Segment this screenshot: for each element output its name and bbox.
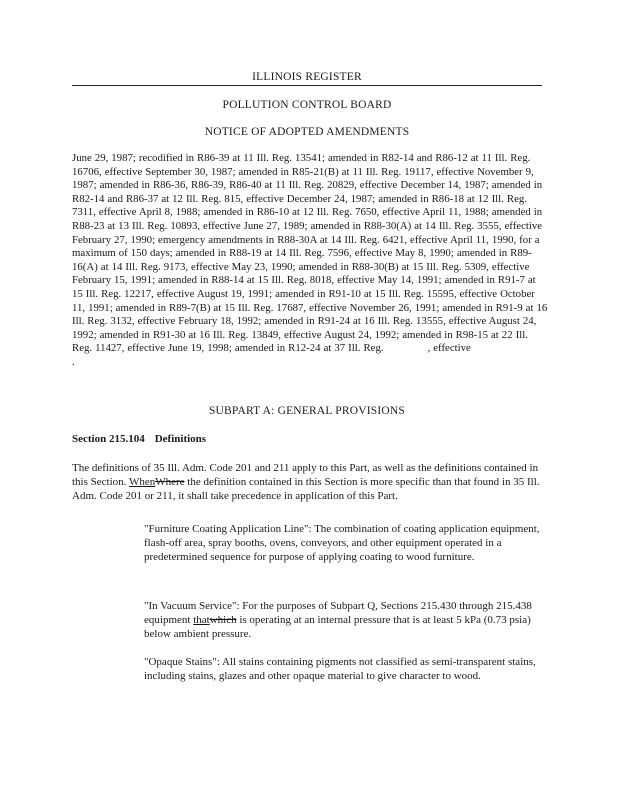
inserted-text: When (128, 475, 156, 488)
definition-text-after: is operating at an internal pressure that is at least 5 kPa (0.73 psia) below ambient pressure. (144, 613, 531, 640)
section-number: Section 215.104 (72, 433, 145, 445)
definition-furniture-coating-line (144, 523, 544, 564)
intro-part1: The definitions of 35 Ill. Adm. Code 201 and 211 apply to this Part, as well as the definitions contained in this Section. (72, 462, 539, 488)
deleted-text: which (209, 613, 237, 626)
definition-text-before: "In Vacuum Service": For the purposes of Subpart Q, Sections 215.430 through 215.438 equipment (144, 600, 532, 626)
definition-text: "Furniture Coating Application Line": The combination of coating application equipment, flash-off area, spray booths, ovens, conveyors, and other equipment operated in a predetermined sequence for purpose of applying coating to wood furniture. (144, 523, 540, 563)
subpart-heading: SUBPART A: GENERAL PROVISIONS (208, 405, 406, 417)
notice-title: NOTICE OF ADOPTED AMENDMENTS (204, 126, 410, 138)
board-name: POLLUTION CONTROL BOARD (222, 99, 392, 111)
deleted-text: Where (155, 475, 185, 488)
amendment-history (72, 152, 548, 370)
history-end: . (72, 355, 75, 368)
definition-opaque-stains (144, 656, 544, 684)
history-text: June 29, 1987; recodified in R86-39 at 11 Ill. Reg. 13541; amended in R82-14 and R86-12 at 11 Ill. Reg. 16706, effective September 30, 1987; amended in R85-21(B) at 11 Ill. Reg. 19117, effective November 9, 1987; amended in R86-36, R86-39, R86-40 at 11 Ill. Reg. 20829, effective December 14, 1987; amended in R82-14 and R86-37 at 12 Ill. Reg. 815, effective December 24, 1987; amended in R86-18 at 12 Ill. Reg. 7311, effective April 8, 1988; amended in R86-10 at 12 Ill. Reg. 7650, effective April 11, 1988; amended in R88-23 at 13 Ill. Reg. 10893, effective June 27, 1989; amended in R88-30(A) at 14 Ill. Reg. 3555, effective February 27, 1990; emergency amendments in R88-30A at 14 Ill. Reg. 6421, effective April 11, 1990, for a maximum of 150 days; amended in R88-19 at 14 Ill. Reg. 7596, effective May 8, 1990; amended in R89-16(A) at 14 Ill. Reg. 9173, effective May 23, 1990; amended in R88-30(B) at 15 Ill. Reg. 5309, effective February 15, 1991; amended in R88-14 at 15 Ill. Reg. 8018, effective May 14, 1991; amended in R91-7 at 15 Ill. Reg. 12217, effective August 19, 1991; amended in R91-10 at 15 Ill. Reg. 15595, effective October 11, 1991; amended in R89-7(B) at 15 Ill. Reg. 17687, effective November 26, 1991; amended in R91-9 at 16 Ill. Reg. 3132, effective February 18, 1992; amended in R91-24 at 16 Ill. Reg. 13555, effective August 24, 1992; amended in R91-30 at 16 Ill. Reg. 13849, effective August 24, 1992; amended in R98-15 at 22 Ill. Reg. 11427, effective June 19, 1998; amended in R12-24 at 37 Ill. Reg. (72, 152, 548, 355)
section-title: Definitions (154, 433, 207, 445)
inserted-text: that (193, 613, 210, 626)
definition-in-vacuum-service (144, 600, 544, 641)
history-effective: , effective (427, 342, 471, 355)
definition-text: "Opaque Stains": All stains containing pigments not classified as semi-transparent stains, including stains, glazes and other opaque material to give character to wood. (144, 656, 536, 682)
intro-part2: the definition contained in this Section is more specific than that found in 35 Ill. Adm. Code 201 or 211, it shall take precedence in application of this Part. (72, 475, 540, 502)
section-heading (72, 432, 542, 446)
register-header: ILLINOIS REGISTER (72, 70, 542, 86)
intro-paragraph (72, 462, 552, 503)
